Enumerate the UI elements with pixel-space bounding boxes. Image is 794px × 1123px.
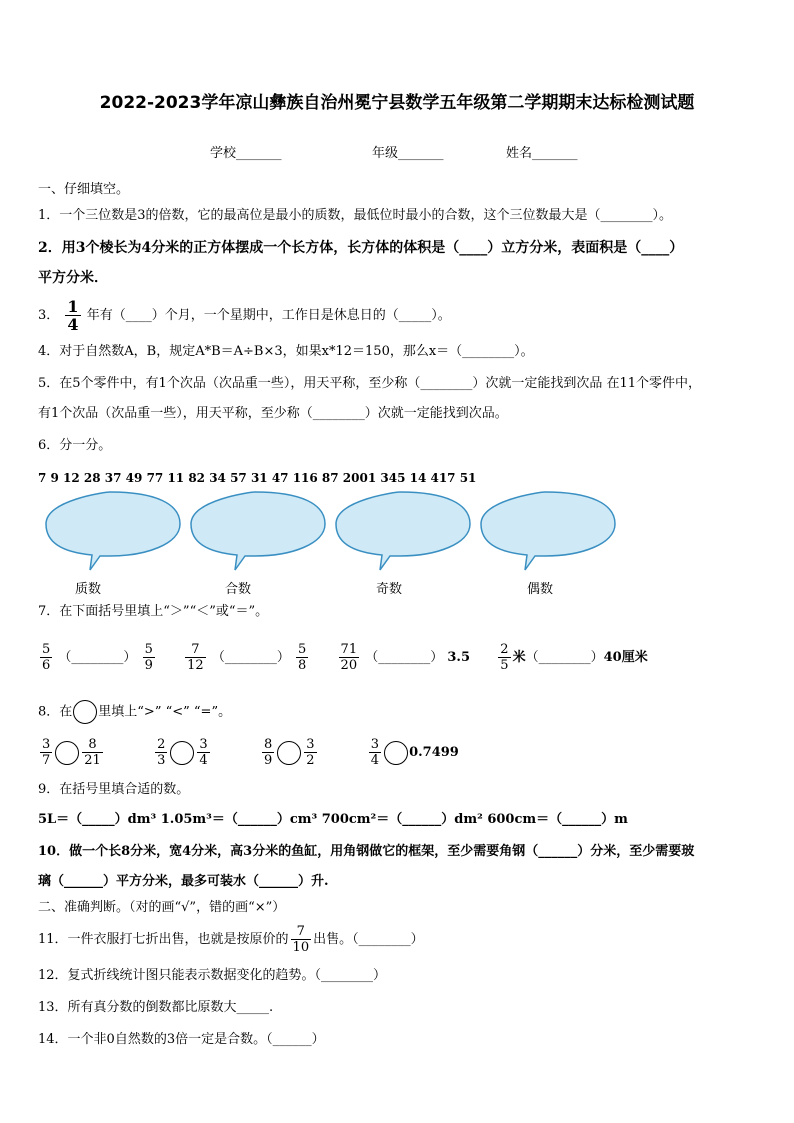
- question-2-cont: 平方分米．: [38, 270, 108, 286]
- compare-circle[interactable]: [170, 741, 194, 765]
- fraction: $\frac{7}{12}$: [187, 642, 204, 673]
- question-4: 4．对于自然数A，B，规定A*B＝A÷B×3，如果x*12＝150，那么x＝（________）。: [38, 344, 534, 359]
- fraction: $\frac{8}{9}$: [263, 737, 273, 768]
- fraction: $\frac{5}{8}$: [297, 642, 307, 673]
- bubble-even[interactable]: [481, 492, 615, 570]
- sorting-bubbles: [36, 490, 756, 575]
- label-prime: 质数: [75, 582, 102, 597]
- fraction: $\frac{1}{4}$: [67, 297, 79, 334]
- question-9: 9．在括号里填合适的数。: [38, 782, 190, 797]
- label-odd: 奇数: [376, 582, 403, 597]
- fraction: $\frac{3}{2}$: [306, 737, 315, 768]
- question-5: 5．在5个零件中，有1个次品（次品重一些），用天平称，至少称（________）次就一定能找到次品 在11个零件中，: [38, 376, 701, 391]
- answer-blank[interactable]: （________）: [211, 650, 290, 665]
- fraction: $\frac{7}{10}$: [292, 924, 310, 955]
- question-7: 7．在下面括号里填上“＞”“＜”或“＝”。: [38, 604, 269, 619]
- header-fields: [210, 142, 578, 161]
- question-8-items: $\frac{3}{7}$ $\frac{8}{21}$ $\frac{2}{3}$ $\frac{3}{4}$ $\frac{8}{9}$ $\frac{3}{2}$ $\frac{3}{4}$ 0.7499: [42, 737, 459, 768]
- bubble-composite[interactable]: [191, 492, 325, 570]
- answer-blank[interactable]: （________）: [365, 650, 444, 665]
- fraction: $\frac{8}{21}$: [84, 737, 101, 768]
- compare-circle[interactable]: [277, 741, 301, 765]
- question-7-items: $\frac{5}{6}$ （________） $\frac{5}{9}$ $\frac{7}{12}$ （________） $\frac{5}{8}$ $\frac{71}{20}$ （________） 3.5 $\frac{2}{5}$ 米（________）40厘米: [42, 642, 648, 673]
- question-12: 12．复式折线统计图只能表示数据变化的趋势。（________）: [38, 968, 387, 983]
- question-11: 11．一件衣服打七折出售，也就是按原价的 $\frac{7}{10}$ 出售。（________）: [38, 924, 424, 955]
- fraction: $\frac{3}{4}$: [199, 737, 208, 768]
- question-5-cont: 有1个次品（次品重一些），用天平称，至少称（________）次就一定能找到次品。: [38, 406, 508, 421]
- question-3-text: 年有（____）个月，一个星期中，工作日是休息日的（_____）。: [86, 308, 451, 323]
- compare-circle[interactable]: [384, 741, 408, 765]
- question-10: 10．做一个长8分米，宽4分米，高3分米的鱼缸，用角钢做它的框架，至少需要角钢（______）分米，至少需要玻: [38, 844, 695, 859]
- question-2: 2．用3个棱长为4分米的正方体摆成一个长方体，长方体的体积是（____）立方分米，表面积是（____）: [38, 240, 684, 256]
- fraction: $\frac{3}{4}$: [370, 737, 380, 768]
- fraction: $\frac{5}{6}$: [42, 642, 51, 673]
- label-composite: 合数: [225, 582, 252, 597]
- question-8: 8．在 里填上“>” “<” “=”。: [38, 700, 231, 725]
- bubble-prime[interactable]: [46, 492, 180, 570]
- name-field[interactable]: 姓名_______: [506, 146, 578, 161]
- fraction: $\frac{2}{5}$: [500, 642, 509, 673]
- fraction: $\frac{71}{20}$: [340, 642, 358, 673]
- section-1-heading: 一、仔细填空。: [38, 182, 130, 197]
- value: 3.5: [447, 650, 471, 665]
- question-3: [38, 298, 451, 333]
- question-13: 13．所有真分数的倒数都比原数大_____.: [38, 1000, 274, 1015]
- question-3-number: 3．: [38, 308, 60, 323]
- fraction: $\frac{2}{3}$: [157, 737, 166, 768]
- bubble-odd[interactable]: [336, 492, 470, 570]
- answer-blank[interactable]: （________）: [525, 650, 604, 665]
- compare-circle[interactable]: [55, 741, 79, 765]
- question-6: 6．分一分。: [38, 438, 112, 453]
- answer-blank[interactable]: （________）: [58, 650, 137, 665]
- school-field[interactable]: 学校_______: [210, 146, 282, 161]
- question-1: 1．一个三位数是3的倍数，它的最高位是最小的质数，最低位时最小的合数，这个三位数最大是（________）。: [38, 208, 673, 223]
- page-title: 2022-2023学年凉山彝族自治州冕宁县数学五年级第二学期期末达标检测试题: [99, 93, 695, 113]
- grade-field[interactable]: 年级_______: [372, 146, 444, 161]
- question-14: 14．一个非0自然数的3倍一定是合数。（______）: [38, 1032, 325, 1047]
- question-10-cont: 璃（______）平方分米，最多可装水（______）升.: [38, 874, 329, 889]
- fraction: $\frac{5}{9}$: [144, 642, 153, 673]
- fraction: $\frac{3}{7}$: [42, 737, 51, 768]
- number-list: 7 9 12 28 37 49 77 11 82 34 57 31 47 116 87 2001 345 14 417 51: [38, 471, 477, 485]
- label-even: 偶数: [527, 582, 554, 597]
- value: 40厘米: [603, 650, 648, 665]
- question-9-line: 5L＝（_____）dm³ 1.05m³＝（______）cm³ 700cm²＝（______）dm² 600cm＝（______）m: [38, 812, 628, 827]
- circle-blank: [73, 700, 97, 724]
- section-2-heading: 二、准确判断。（对的画“√”，错的画“×”）: [38, 900, 286, 915]
